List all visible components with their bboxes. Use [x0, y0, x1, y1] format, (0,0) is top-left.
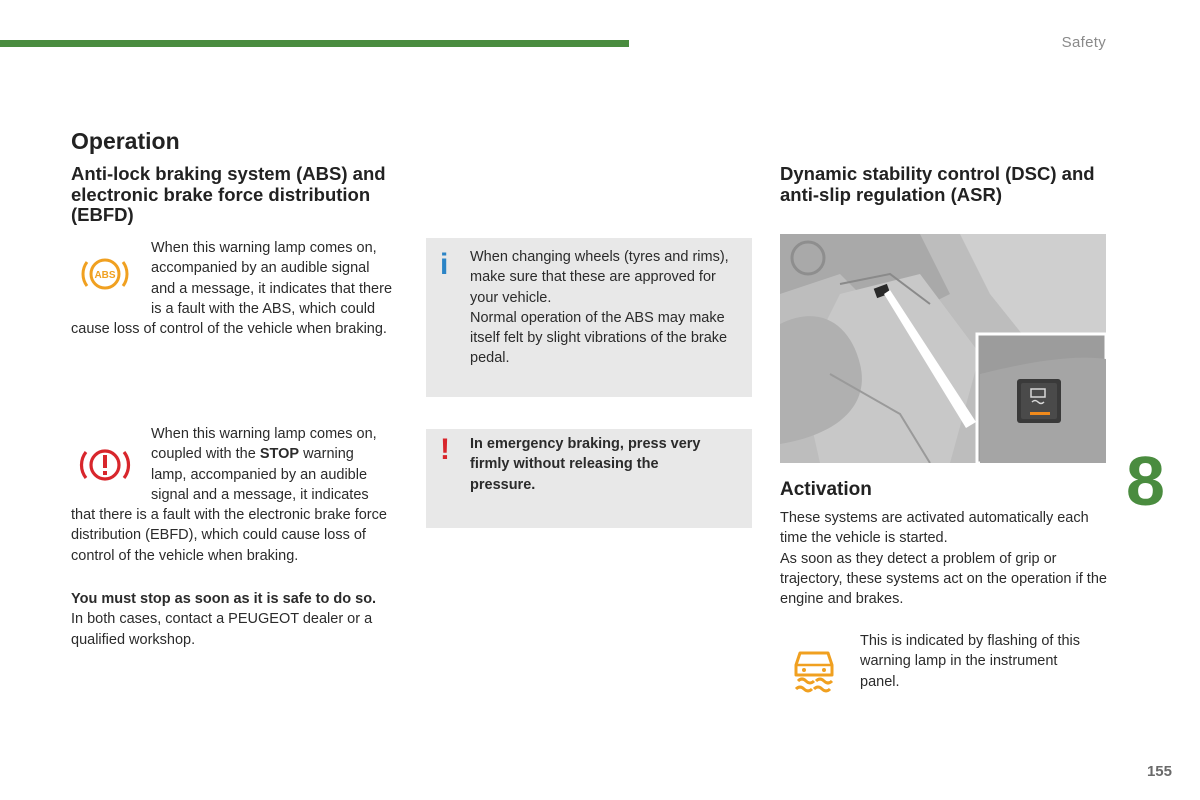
chapter-number: 8 — [1126, 442, 1165, 520]
activation-line-2: As soon as they detect a problem of grip or trajectory, these systems act on the operation if the engine and brakes. — [780, 550, 1107, 608]
must-stop-text: You must stop as soon as it is safe to do so. — [71, 591, 377, 607]
header-accent-bar — [0, 40, 629, 47]
info-box — [426, 238, 752, 397]
stop-word: STOP — [259, 446, 300, 463]
conclusion-block — [71, 589, 401, 650]
abs-paragraph: When this warning lamp comes on, accompanied by an audible signal and a message, it indicates that there is a fault with the ABS, which could cause loss of control of the vehicle when braking. — [71, 240, 393, 338]
warning-text: In emergency braking, press very firmly without releasing the pressure. — [470, 436, 701, 493]
info-icon: i — [440, 248, 449, 281]
info-text-2: Normal operation of the ABS may make itself felt by slight vibrations of the brake pedal. — [470, 309, 728, 367]
dsc-subtitle: Dynamic stability control (DSC) and anti-slip regulation (ASR) — [780, 163, 1095, 205]
activation-title: Activation — [780, 479, 872, 500]
exclamation-icon: ! — [440, 433, 450, 466]
dsc-button-photo — [780, 234, 1106, 463]
page-title: Operation — [71, 128, 180, 154]
warning-box — [426, 429, 752, 528]
activation-text — [780, 508, 1110, 609]
contact-text: In both cases, contact a PEUGEOT dealer or a qualified workshop. — [71, 611, 373, 648]
ebfd-paragraph: When this warning lamp comes on, coupled with the STOP warning lamp, accompanied by an audible signal and a message, it indicates that there is a fault with the electronic brake force distribution (EBFD), which could cause loss of control of the vehicle when braking. — [71, 426, 387, 564]
page-number: 155 — [1146, 763, 1172, 780]
abs-subtitle: Anti-lock braking system (ABS) and electronic brake force distribution (EBFD) — [71, 163, 386, 225]
info-text-1: When changing wheels (tyres and rims), make sure that these are approved for your vehicle. — [470, 249, 729, 306]
section-label: Safety — [1061, 34, 1106, 51]
svg-text:ABS: ABS — [94, 270, 116, 281]
lamp-text: This is indicated by flashing of this warning lamp in the instrument panel. — [860, 633, 1081, 690]
activation-line-1: These systems are activated automatically each time the vehicle is started. — [780, 510, 1089, 547]
dsc-warning-icon — [790, 645, 838, 695]
